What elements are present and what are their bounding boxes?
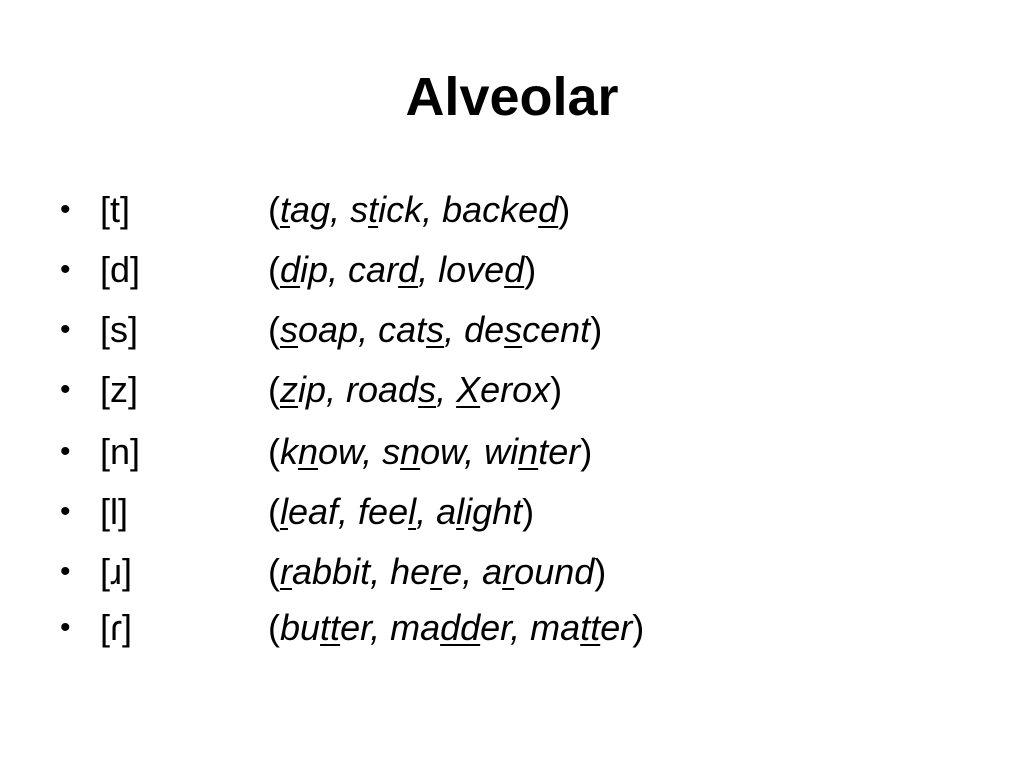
bullet-row: [60, 306, 960, 354]
example-words: [268, 488, 534, 536]
open-paren: (: [268, 309, 280, 350]
text-segment: ip, car: [300, 249, 399, 290]
ipa-symbol: [l]: [100, 491, 129, 532]
bullet-row: [60, 488, 960, 536]
text-segment: ter: [538, 431, 581, 472]
ipa-symbol: [z]: [100, 369, 139, 410]
underlined-segment: n: [298, 431, 319, 472]
text-segment: abbit, he: [292, 551, 431, 592]
bullet-row: [60, 428, 960, 476]
text-segment: e, a: [442, 551, 503, 592]
underlined-segment: n: [518, 431, 539, 472]
open-paren: (: [268, 189, 280, 230]
underlined-segment: l: [456, 491, 465, 532]
ipa-symbol: [t]: [100, 189, 131, 230]
text-segment: ight: [464, 491, 523, 532]
example-words: [268, 246, 536, 294]
underlined-segment: s: [426, 309, 445, 350]
text-segment: eaf, fee: [288, 491, 409, 532]
underlined-segment: tt: [580, 607, 601, 648]
text-segment: ,: [436, 369, 457, 410]
bullet-row: [60, 366, 960, 414]
example-words: [268, 604, 644, 652]
example-word-list: [280, 369, 550, 410]
open-paren: (: [268, 369, 280, 410]
example-word-list: [280, 189, 558, 230]
ipa-symbol: [ɹ]: [100, 551, 132, 592]
underlined-segment: t: [368, 189, 379, 230]
underlined-segment: l: [280, 491, 288, 532]
bullet-row: [60, 604, 960, 652]
underlined-segment: dd: [440, 607, 481, 648]
slide-title: Alveolar: [405, 67, 619, 127]
ipa-symbol: [n]: [100, 431, 141, 472]
underlined-segment: d: [398, 249, 419, 290]
text-segment: ip, road: [298, 369, 419, 410]
text-segment: , love: [418, 249, 505, 290]
bullet-icon: •: [60, 611, 71, 644]
text-segment: ick, backe: [378, 189, 539, 230]
bullet-icon: •: [60, 555, 71, 588]
underlined-segment: d: [538, 189, 559, 230]
example-word-list: [280, 309, 590, 350]
example-words: [268, 366, 562, 414]
bullet-row: [60, 186, 960, 234]
example-word-list: [280, 491, 522, 532]
underlined-segment: tt: [320, 607, 341, 648]
open-paren: (: [268, 607, 280, 648]
underlined-segment: r: [502, 551, 515, 592]
text-segment: er: [600, 607, 633, 648]
text-segment: ag, s: [290, 189, 369, 230]
underlined-segment: s: [504, 309, 523, 350]
bullet-icon: •: [60, 373, 71, 406]
underlined-segment: z: [280, 369, 298, 410]
example-words: [268, 306, 602, 354]
example-word-list: [280, 431, 580, 472]
close-paren: ): [580, 431, 593, 472]
underlined-segment: r: [430, 551, 443, 592]
text-segment: cent: [522, 309, 591, 350]
underlined-segment: s: [280, 309, 298, 350]
underlined-segment: d: [280, 249, 301, 290]
text-segment: ow, s: [318, 431, 401, 472]
open-paren: (: [268, 249, 280, 290]
example-word-list: [280, 249, 524, 290]
underlined-segment: d: [504, 249, 525, 290]
underlined-segment: l: [408, 491, 417, 532]
close-paren: ): [550, 369, 563, 410]
close-paren: ): [558, 189, 571, 230]
text-segment: oap, cat: [298, 309, 427, 350]
text-segment: bu: [280, 607, 321, 648]
open-paren: (: [268, 491, 280, 532]
underlined-segment: X: [456, 369, 481, 410]
underlined-segment: r: [280, 551, 292, 592]
underlined-segment: n: [400, 431, 421, 472]
close-paren: ): [590, 309, 603, 350]
close-paren: ): [522, 491, 535, 532]
ipa-symbol: [d]: [100, 249, 141, 290]
text-segment: , de: [444, 309, 505, 350]
text-segment: er, ma: [480, 607, 581, 648]
open-paren: (: [268, 551, 280, 592]
bullet-icon: •: [60, 495, 71, 528]
bullet-icon: •: [60, 313, 71, 346]
ipa-symbol: [s]: [100, 309, 139, 350]
underlined-segment: s: [418, 369, 437, 410]
text-segment: er, ma: [340, 607, 441, 648]
example-words: [268, 186, 570, 234]
open-paren: (: [268, 431, 280, 472]
ipa-symbol: [ɾ]: [100, 607, 132, 648]
bullet-icon: •: [60, 253, 71, 286]
bullet-row: [60, 246, 960, 294]
text-segment: erox: [480, 369, 551, 410]
bullet-icon: •: [60, 193, 71, 226]
example-word-list: [280, 551, 594, 592]
bullet-row: [60, 548, 960, 596]
close-paren: ): [524, 249, 537, 290]
text-segment: ound: [514, 551, 595, 592]
text-segment: ow, wi: [420, 431, 519, 472]
bullet-icon: •: [60, 435, 71, 468]
close-paren: ): [594, 551, 607, 592]
example-words: [268, 428, 592, 476]
close-paren: ): [632, 607, 645, 648]
example-words: [268, 548, 606, 596]
underlined-segment: t: [280, 189, 291, 230]
example-word-list: [280, 607, 632, 648]
text-segment: k: [280, 431, 298, 472]
text-segment: , a: [416, 491, 457, 532]
